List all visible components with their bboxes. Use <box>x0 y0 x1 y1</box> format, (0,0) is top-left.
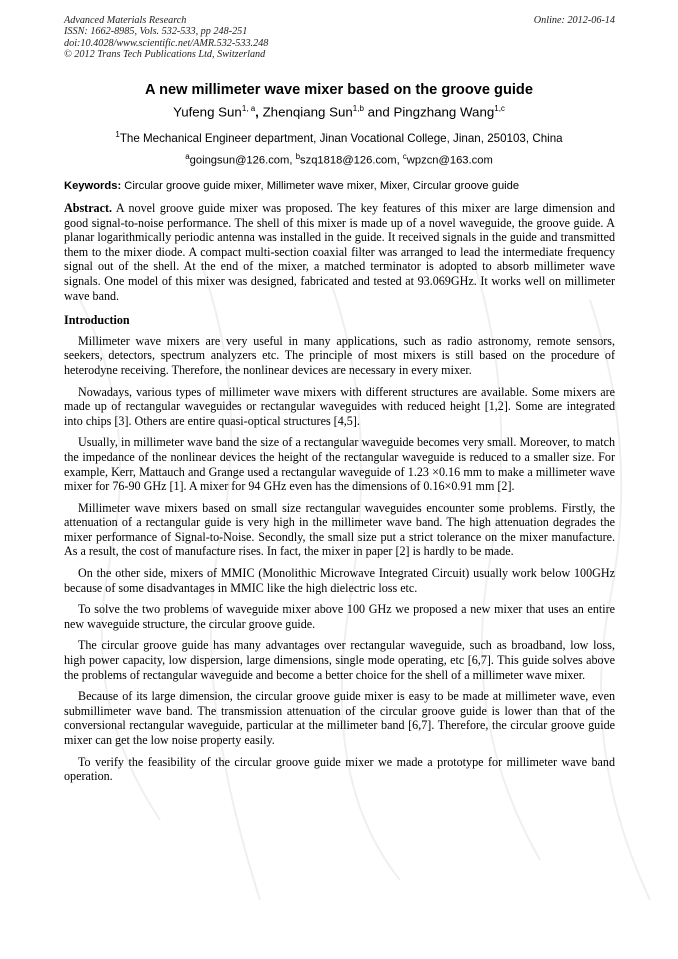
email-link[interactable]: wpzcn@163.com <box>406 154 493 167</box>
paragraph: Millimeter wave mixers are very useful in many applications, such as radio astronomy, remote sensors, seekers, detectors, spectrum analyzers etc. The principle of most mixers is still based on the procedure of heterodyne receiving. Therefore, the nonlinear devices are necessary in every mixer. <box>64 333 615 377</box>
email-link[interactable]: goingsun@126.com, <box>189 154 296 167</box>
author-name: Yufeng Sun <box>173 104 242 120</box>
author-superscript: 1, a <box>241 104 256 113</box>
paragraph: Nowadays, various types of millimeter wave mixers with different structures are available. Some mixers are made up of rectangular waveguides or rectangular waveguides with reduced height [1,2]. Some are integrated into chips [3]. Others are entire quasi-optical structures [4,5]. <box>64 384 615 428</box>
affiliation-superscript: 1 <box>115 130 120 139</box>
paragraph: To solve the two problems of waveguide mixer above 100 GHz we proposed a new mixer that uses an entire new waveguide structure, the circular groove guide. <box>64 602 615 631</box>
author-name: Zhenqiang Sun <box>262 104 353 120</box>
section-heading-introduction: Introduction <box>64 313 130 328</box>
journal-name: Advanced Materials Research <box>64 15 187 26</box>
email-superscript: c <box>402 152 407 161</box>
keywords <box>64 180 615 192</box>
paragraph: Because of its large dimension, the circular groove guide mixer is easy to be made at millimeter wave, even submillimeter wave band. The transmission attenuation of the circular groove guide is lower than that of the conversional rectangular waveguide, particular at the millimeter band [6,7]. Therefore, the circular groove guide mixer can get the low noise property easily. <box>64 689 615 747</box>
paragraph: To verify the feasibility of the circular groove guide mixer we made a prototype for millimeter wave band operation. <box>64 754 615 784</box>
author-superscript: 1,b <box>352 104 364 113</box>
author-name: Pingzhang Wang <box>393 104 495 120</box>
email-superscript: a <box>185 152 190 161</box>
keywords-label: Keywords: <box>64 180 122 192</box>
paper-body <box>64 201 615 791</box>
paragraph: Millimeter wave mixers based on small size rectangular waveguides encounter some problems. Firstly, the attenuation of a rectangular guide is very high in the millimeter wave band. The high attenuation degrades the mixer performance of Signal-to-Noise. Secondly, the small size put a strict tolerance on the mixer manufacture. As a result, the cost of manufacture rises. In fact, the mixer in paper [2] is hardly to be made. <box>64 500 615 559</box>
doi-line: doi:10.4028/www.scientific.net/AMR.532-533.248 <box>64 37 269 49</box>
author-superscript: 1,c <box>494 104 505 113</box>
copyright-line: © 2012 Trans Tech Publications Ltd, Switzerland <box>64 48 266 60</box>
email-link[interactable]: szq1818@126.com, <box>300 154 403 167</box>
paper-title: A new millimeter wave mixer based on the groove guide <box>145 82 533 98</box>
affiliation <box>0 130 678 145</box>
paragraph: The circular groove guide has many advantages over rectangular waveguide, such as broadband, low loss, high power capacity, low dispersion, large dimensions, single mode operating, etc [6,7]. This guide solves above the problems of rectangular waveguide and become a better choice for the shell of a millimeter wave mixer. <box>64 638 615 682</box>
abstract-text: A novel groove guide mixer was proposed. The key features of this mixer are large dimension and good signal-to-noise performance. The shell of this mixer is made up of a novel waveguide, the groove guide. A planar logarithmically periodic antenna was installed in the guide. It received signals in the guide and transmitted them to the mixer diode. A compact multi-section coaxial filter was arranged to lead the intermediate frequency signal out of the shell. At the end of the mixer, a matched terminator is adopted to absorb millimeter wave signals. One model of this mixer was designed, fabricated and tested at 93.069GHz. It works well on millimeter wave band. <box>64 201 615 303</box>
keywords-text: Circular groove guide mixer, Millimeter wave mixer, Mixer, Circular groove guide <box>121 180 520 192</box>
author-list: Yufeng Sun$^{1, a}$, Zhenqiang Sun$^{1,b}$ and Pingzhang Wang$^{1,c}$ <box>173 104 505 120</box>
author-separator: and <box>363 104 394 120</box>
affiliation-text: The Mechanical Engineer department, Jinan Vocational College, Jinan, 250103, China <box>119 131 563 145</box>
email-superscript: b <box>295 152 301 161</box>
issn-line: ISSN: 1662-8985, Vols. 532-533, pp 248-251 <box>64 26 248 38</box>
email-list <box>0 152 678 167</box>
journal-header <box>64 15 615 60</box>
abstract <box>64 201 615 303</box>
online-date: Online: 2012-06-14 <box>533 15 615 26</box>
abstract-label: Abstract. <box>64 201 113 215</box>
paragraph: Usually, in millimeter wave band the size of a rectangular waveguide becomes very small. Moreover, to match the impedance of the nonlinear devices the height of the rectangular waveguide is reduced to a smaller size. For example, Kerr, Mattauch and Grange used a rectangular waveguide of 1.23 ×0.16 mm to make a millimeter wave mixer for 76-90 GHz [1]. A mixer for 94 GHz even has the dimensions of 0.16×0.91 mm [2]. <box>64 435 615 494</box>
paragraph: On the other side, mixers of MMIC (Monolithic Microwave Integrated Circuit) usually work below 100GHz because of some disadvantages in MMIC like the high dielectric loss etc. <box>64 566 615 595</box>
